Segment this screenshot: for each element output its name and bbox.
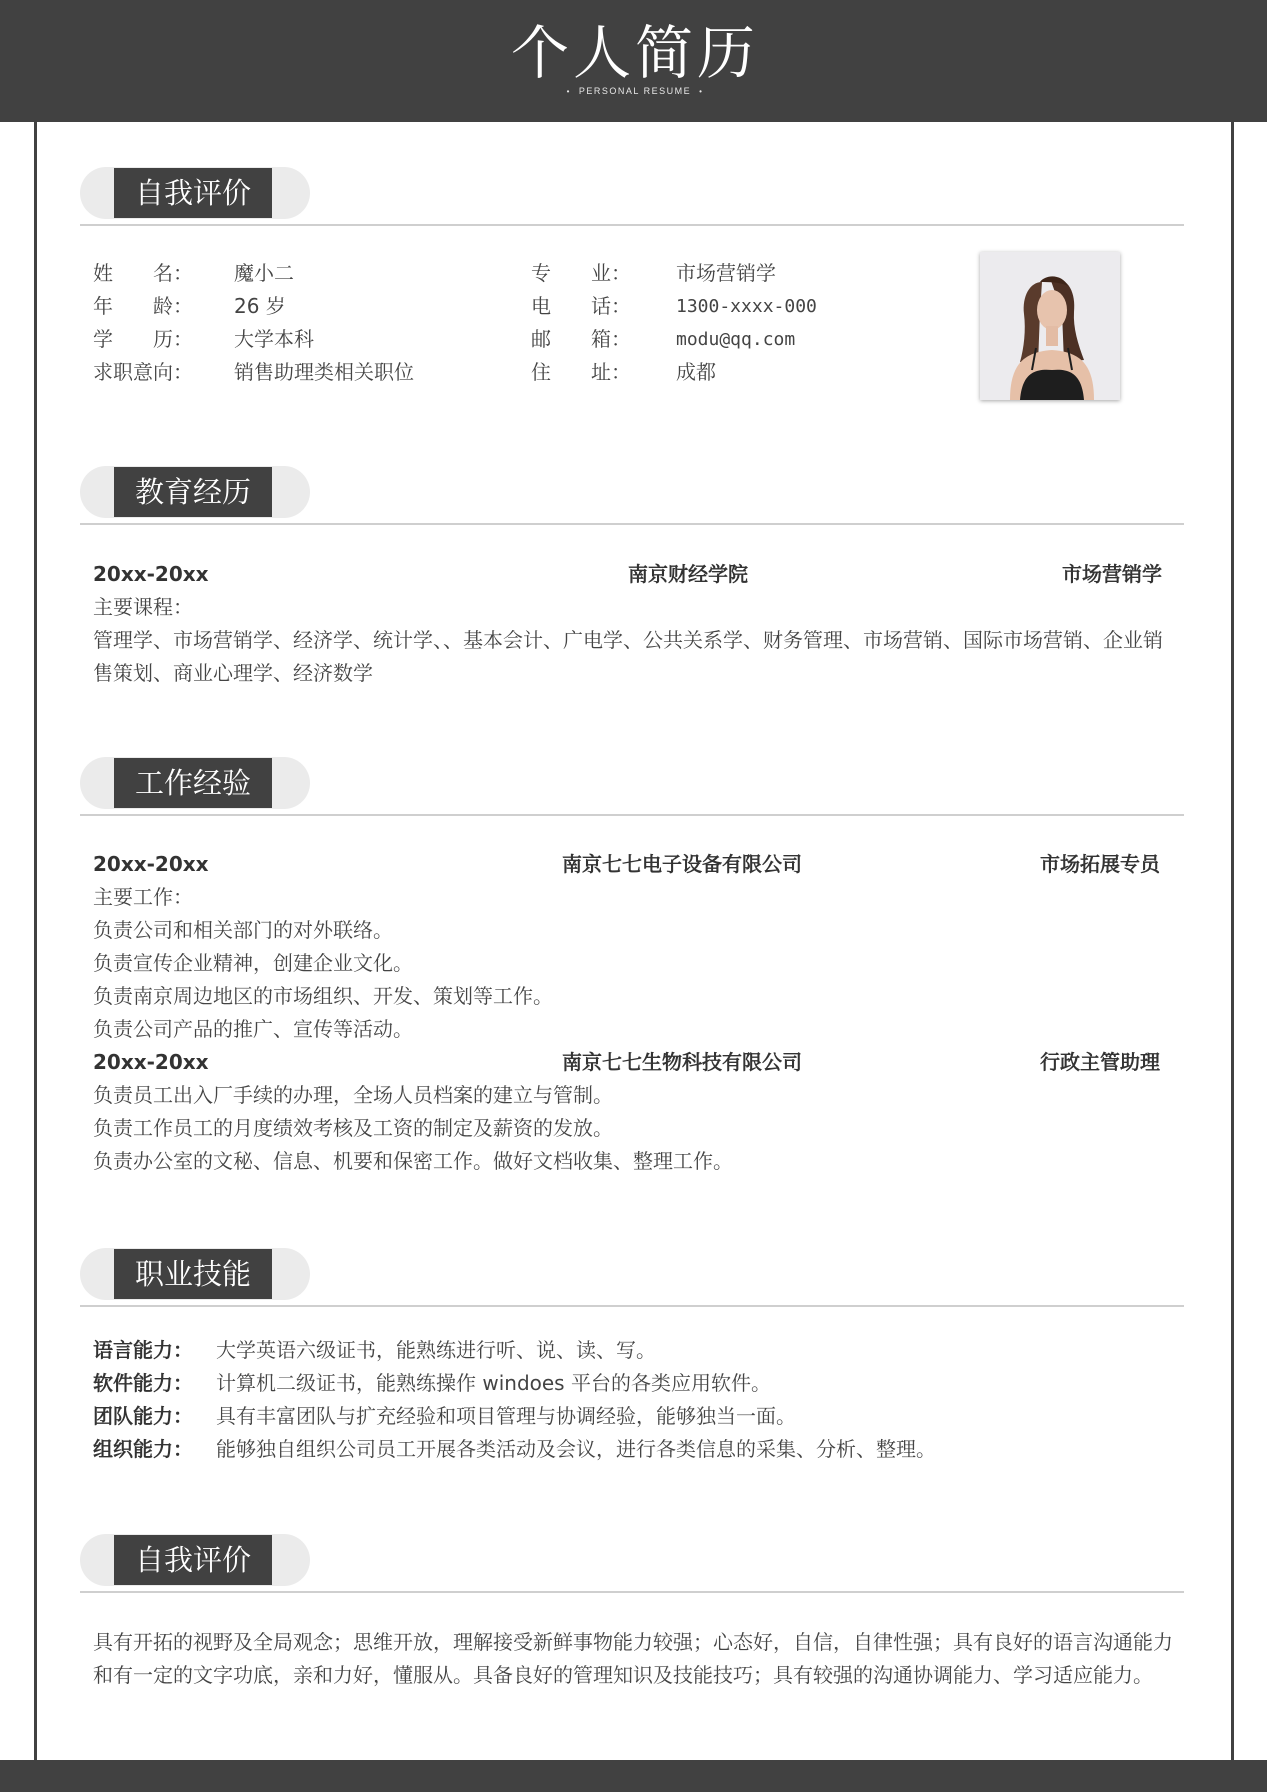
email-value: modu@qq.com bbox=[676, 329, 796, 350]
profile-photo bbox=[980, 252, 1120, 400]
name-value: 魔小二 bbox=[234, 261, 294, 285]
job1-duties-label: 主要工作： bbox=[93, 885, 193, 909]
education-period: 20xx-20xx bbox=[93, 562, 209, 586]
education-label: 学 历： bbox=[93, 327, 193, 351]
name-label: 姓 名： bbox=[93, 261, 193, 285]
job2-duty: 负责员工出入厂手续的办理，全场人员档案的建立与管制。 bbox=[93, 1083, 613, 1107]
job2-company: 南京七七生物科技有限公司 bbox=[562, 1050, 802, 1074]
evaluation-text: 具有开拓的视野及全局观念；思维开放，理解接受新鲜事物能力较强；心态好，自信，自律性强；具有良好的语言沟通能力和有一定的文字功底，亲和力好，懂服从。具备良好的管理知识及技能技巧；具有较强的沟通协调能力、学习适应能力。 bbox=[93, 1630, 1173, 1687]
education-major: 市场营销学 bbox=[1062, 562, 1162, 586]
major-label: 专 业： bbox=[531, 261, 631, 285]
phone-label: 电 话： bbox=[531, 294, 631, 318]
email-label: 邮 箱： bbox=[531, 327, 631, 351]
right-frame-line bbox=[1231, 122, 1234, 1760]
skill-label: 软件能力： bbox=[93, 1371, 193, 1395]
logo-title: 个人简历 bbox=[510, 19, 759, 87]
skill-text: 能够独自组织公司员工开展各类活动及会议，进行各类信息的采集、分析、整理。 bbox=[216, 1437, 936, 1461]
job1-period: 20xx-20xx bbox=[93, 852, 209, 876]
portrait-image bbox=[980, 252, 1120, 400]
courses-text: 管理学、市场营销学、经济学、统计学、、基本会计、广电学、公共关系学、财务管理、市场营销、国际市场营销、企业销售策划、商业心理学、经济数学 bbox=[93, 628, 1163, 685]
section-header-skills bbox=[80, 1242, 1184, 1312]
job1-company: 南京七七电子设备有限公司 bbox=[562, 852, 802, 876]
section-title: 教育经历 bbox=[114, 467, 272, 517]
job1-duty: 负责南京周边地区的市场组织、开发、策划等工作。 bbox=[93, 984, 553, 1008]
skill-label: 组织能力： bbox=[93, 1437, 193, 1461]
address-value: 成都 bbox=[676, 360, 716, 384]
section-divider bbox=[80, 523, 1184, 525]
job1-duty: 负责公司和相关部门的对外联络。 bbox=[93, 918, 393, 942]
section-header-profile bbox=[80, 161, 1184, 231]
section-title: 职业技能 bbox=[114, 1249, 272, 1299]
section-header-education bbox=[80, 460, 1184, 530]
address-label: 住 址： bbox=[531, 360, 631, 384]
section-divider bbox=[80, 1305, 1184, 1307]
section-divider bbox=[80, 814, 1184, 816]
section-header-evaluation bbox=[80, 1528, 1184, 1598]
resume-logo bbox=[470, 10, 800, 110]
section-divider bbox=[80, 1591, 1184, 1593]
skill-text: 计算机二级证书，能熟练操作 windoes 平台的各类应用软件。 bbox=[216, 1371, 771, 1395]
education-value: 大学本科 bbox=[234, 327, 314, 351]
intent-value: 销售助理类相关职位 bbox=[234, 360, 414, 384]
footer-bar bbox=[0, 1760, 1267, 1792]
education-school: 南京财经学院 bbox=[628, 562, 748, 586]
section-header-work bbox=[80, 751, 1184, 821]
job1-duty: 负责公司产品的推广、宣传等活动。 bbox=[93, 1017, 413, 1041]
skill-label: 语言能力： bbox=[93, 1338, 193, 1362]
job1-duty: 负责宣传企业精神，创建企业文化。 bbox=[93, 951, 413, 975]
job2-duty: 负责办公室的文秘、信息、机要和保密工作。做好文档收集、整理工作。 bbox=[93, 1149, 733, 1173]
job2-role: 行政主管助理 bbox=[1040, 1050, 1160, 1074]
skill-label: 团队能力： bbox=[93, 1404, 193, 1428]
age-value: 26 岁 bbox=[234, 294, 286, 318]
section-title: 自我评价 bbox=[114, 168, 272, 218]
left-frame-line bbox=[34, 122, 37, 1760]
logo-subtitle: • PERSONAL RESUME • bbox=[566, 86, 704, 96]
skill-text: 具有丰富团队与扩充经验和项目管理与协调经验，能够独当一面。 bbox=[216, 1404, 796, 1428]
major-value: 市场营销学 bbox=[676, 261, 776, 285]
section-title: 自我评价 bbox=[114, 1535, 272, 1585]
section-divider bbox=[80, 224, 1184, 226]
intent-label: 求职意向： bbox=[93, 360, 193, 384]
section-title: 工作经验 bbox=[114, 758, 272, 808]
age-label: 年 龄： bbox=[93, 294, 193, 318]
job2-period: 20xx-20xx bbox=[93, 1050, 209, 1074]
courses-label: 主要课程： bbox=[93, 595, 193, 619]
phone-value: 1300-xxxx-000 bbox=[676, 296, 817, 317]
job1-role: 市场拓展专员 bbox=[1040, 852, 1160, 876]
skill-text: 大学英语六级证书，能熟练进行听、说、读、写。 bbox=[216, 1338, 656, 1362]
job2-duty: 负责工作员工的月度绩效考核及工资的制定及薪资的发放。 bbox=[93, 1116, 613, 1140]
